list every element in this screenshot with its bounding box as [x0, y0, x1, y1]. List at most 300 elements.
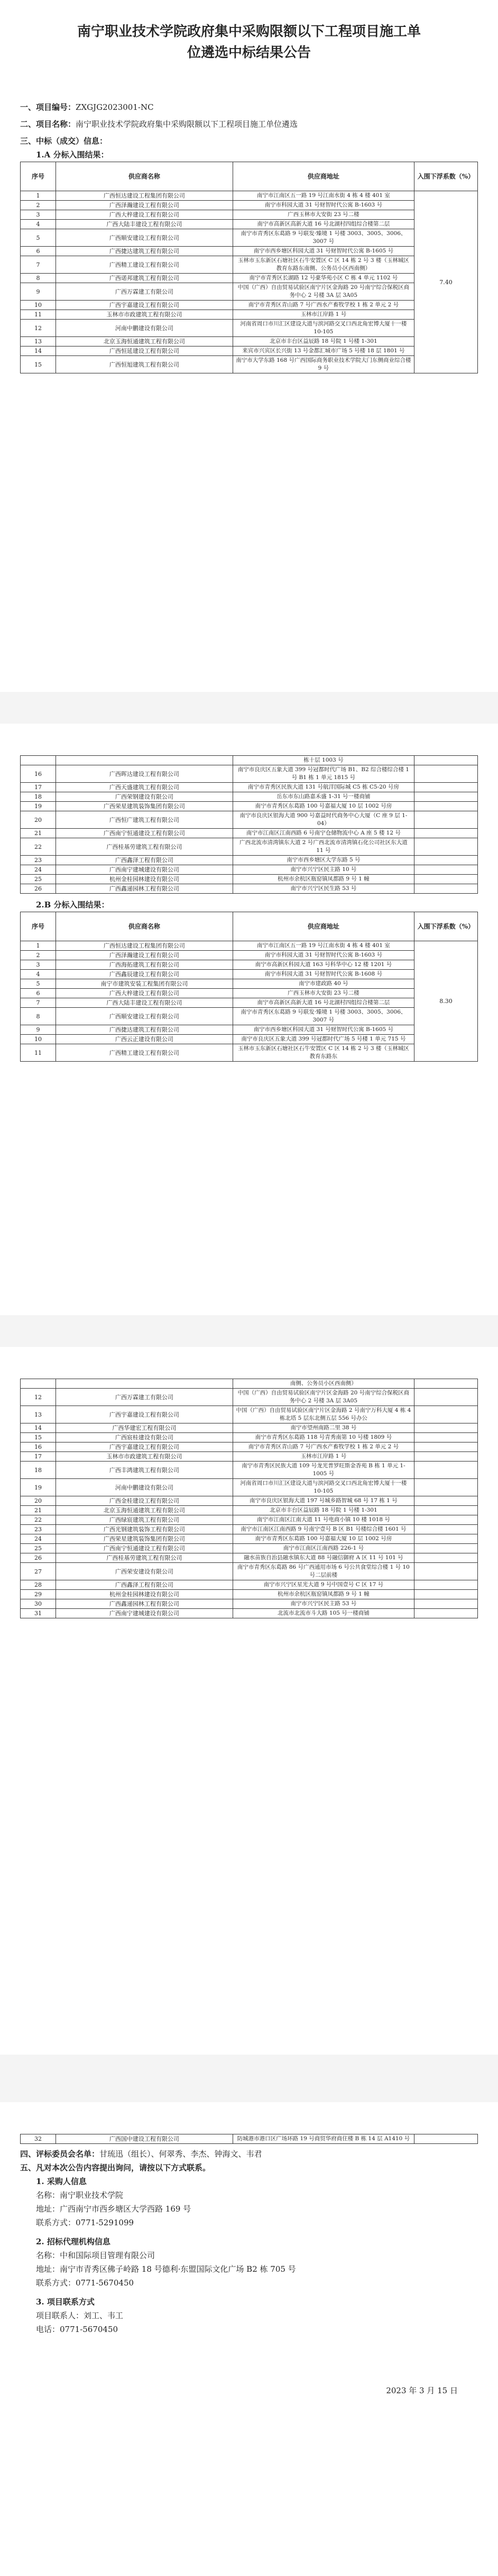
- row-rate-empty: [414, 1423, 477, 1433]
- table-row: [21, 220, 478, 229]
- col-addr: 供应商地址: [233, 912, 414, 941]
- row-supplier-addr: 南宁市良庆区银海大道 900 号嘉益时代商务中心大厦（C 座 9 层 1-04）: [233, 811, 414, 829]
- row-supplier-name: 广西恒达建设工程集团有限公司: [56, 191, 233, 201]
- row-rate-empty: [414, 865, 477, 875]
- row-supplier-name: 广西绿宸建筑工程有限公司: [56, 1515, 233, 1525]
- row-supplier-addr: 南宁市江南区五一路 19 号江南水街 4 栋 4 楼 401 室: [233, 191, 414, 201]
- row-rate: 7.40: [414, 191, 477, 373]
- row-no: 23: [21, 856, 56, 865]
- row-supplier-name: 广西宇嘉建设工程有限公司: [56, 1406, 233, 1423]
- row-no: 2: [21, 201, 56, 210]
- row-supplier-addr: 广西玉林市大安街 23 号二楼: [233, 989, 414, 998]
- table-row: [21, 941, 478, 951]
- row-no: 20: [21, 1496, 56, 1506]
- table-row: [21, 875, 478, 884]
- row-rate-empty: [414, 1580, 477, 1590]
- table-row: [21, 1525, 478, 1534]
- group-a-table-part2: [20, 755, 478, 894]
- row-rate-empty: [414, 792, 477, 802]
- page-3: [0, 1347, 498, 2055]
- row-supplier-name: 河南中鹏建设有限公司: [56, 1479, 233, 1496]
- row-supplier-addr: 南宁市兴宁区民主路 53 号: [233, 1599, 414, 1609]
- pm-tel: 0771-5670450: [60, 2325, 118, 2334]
- row-rate-empty: [414, 1506, 477, 1515]
- row-rate-empty: [414, 1389, 477, 1406]
- row-supplier-addr: 来宾市兴宾区长兴街 13 号金都汇城市广场 5 号楼 18 层 1801 号: [233, 346, 414, 356]
- row-supplier-addr: 南宁市青秀区青山路 7 号广西水产畜牧学校 1 栋 2 单元 2 号: [233, 301, 414, 310]
- row-supplier-addr: 中国（广西）自由贸易试验区南宁片区金海路 20 号南宁综合保税区商务中心 2 号楼 3A 层 3A05: [233, 283, 414, 301]
- row-supplier-name: 玉林市市政建筑工程有限公司: [56, 310, 233, 320]
- row-supplier-name: 南宁市建筑安装工程集团有限公司: [56, 979, 233, 989]
- row-no: 10: [21, 301, 56, 310]
- row-supplier-addr: 融水苗族自治县融水镇东大道 88 号融信御府 A 区 11 号 101 号: [233, 1553, 414, 1563]
- row-supplier-name: 广西诺邦建筑工程有限公司: [56, 274, 233, 283]
- row-no: 9: [21, 1025, 56, 1035]
- row-no: 14: [21, 1423, 56, 1433]
- table-row: [21, 838, 478, 856]
- row-supplier-addr: 南宁市江南区江南大道 11 号电商小镇 10 楼 1018 号: [233, 1515, 414, 1525]
- continued-addr: 栋十层 1003 号: [233, 756, 414, 765]
- row-no: 13: [21, 337, 56, 346]
- table-row: [21, 792, 478, 802]
- table-row: [21, 346, 478, 356]
- row-supplier-name: 广西华建宏工程有限公司: [56, 1423, 233, 1433]
- row-rate-empty: [414, 1479, 477, 1496]
- buyer-addr-label: 地址：: [36, 2204, 60, 2214]
- contact-label: 五、凡对本次公告内容提出询问，请按以下方式联系。: [20, 2163, 211, 2172]
- table-row: [21, 765, 478, 783]
- row-no: 8: [21, 274, 56, 283]
- row-supplier-name: 广西国中建设工程有限公司: [56, 2134, 233, 2144]
- buyer-tel: 0771-5291099: [76, 2218, 134, 2227]
- row-no: 3: [21, 960, 56, 970]
- row-supplier-addr: 南宁市兴宁区民生路 53 号: [233, 884, 414, 894]
- table-row: [21, 310, 478, 320]
- table-row: [21, 1025, 478, 1035]
- row-supplier-name: 广西桂基劳建筑工程有限公司: [56, 1553, 233, 1563]
- row-no: 29: [21, 1590, 56, 1599]
- table-row: [21, 2134, 478, 2144]
- row-supplier-addr: 北京市丰台区益辰路 18 号院 1 号楼 1-301: [233, 337, 414, 346]
- row-supplier-addr: 南宁市望州南路二里 38 号: [233, 1423, 414, 1433]
- row-supplier-name: 广西捷达建筑工程有限公司: [56, 247, 233, 256]
- row-supplier-addr: 河南省周口市川汇区建设大道与滨河路交叉口西北角宏博大厦十一楼 10-105: [233, 1479, 414, 1496]
- row-supplier-name: 广西丰鸿建筑工程有限公司: [56, 1462, 233, 1479]
- row-supplier-name: 广西南宁恒通建设工程有限公司: [56, 829, 233, 838]
- row-rate-empty: [414, 884, 477, 894]
- buyer-label: 1. 采购人信息: [36, 2177, 87, 2186]
- row-supplier-addr: 南宁市青秀区东葛路 86 号广西通用市场 6 号公共食堂综合楼 1 号 10 号二层前楼: [233, 1563, 414, 1580]
- row-rate-empty: [414, 838, 477, 856]
- col-rate: 入围下浮系数（%）: [414, 162, 477, 191]
- table-row: [21, 229, 478, 247]
- table-row: [21, 970, 478, 979]
- row-no: 18: [21, 792, 56, 802]
- row-rate-empty: [414, 1496, 477, 1506]
- table-row: [21, 811, 478, 829]
- col-rate: 入围下浮系数（%）: [414, 912, 477, 941]
- row-supplier-name: 广西海拓建筑工程有限公司: [56, 960, 233, 970]
- table-row: [21, 1423, 478, 1433]
- row-supplier-name: 广西顺安建设工程有限公司: [56, 1008, 233, 1025]
- row-supplier-name: 广西光钢建筑装饰工程有限公司: [56, 1525, 233, 1534]
- row-supplier-name: 广西大陆丰建设工程有限公司: [56, 998, 233, 1008]
- row-supplier-name: 广西鑫辰建设工程有限公司: [56, 970, 233, 979]
- row-supplier-addr: 南宁市高新区高新大道 16 号北湖村四组综合楼第二层: [233, 220, 414, 229]
- row-supplier-name: 广西鑫递园林工程有限公司: [56, 1599, 233, 1609]
- page-gap: [0, 2055, 498, 2102]
- row-supplier-addr: 南宁市良庆区银海大道 197 号城乡路智城 68 号 17 栋 1 号: [233, 1496, 414, 1506]
- row-supplier-addr: 南宁市高新区高新大道 16 号北湖村四组综合楼第二层: [233, 998, 414, 1008]
- row-supplier-addr: 南宁市西乡塘区大学东路 5 号: [233, 856, 414, 865]
- table-row: [21, 856, 478, 865]
- table-row: [21, 1442, 478, 1452]
- row-supplier-addr: 河南省周口市川汇区建设大道与滨河路交叉口西北角宏博大厦十一楼 10-105: [233, 320, 414, 337]
- row-supplier-name: 广西鑫泽工程有限公司: [56, 1580, 233, 1590]
- agent-addr-label: 地址：: [36, 2264, 60, 2274]
- result-label: 三、中标（成交）信息：: [20, 136, 108, 146]
- row-supplier-name: 广西云正建设有限公司: [56, 1035, 233, 1044]
- row-no: 25: [21, 875, 56, 884]
- row-no: 1: [21, 941, 56, 951]
- row-rate: 8.30: [414, 941, 477, 1062]
- row-supplier-name: 广西荣星建筑装饰集团有限公司: [56, 802, 233, 811]
- row-supplier-addr: 南宁市西乡塘区科园大道 31 号财智时代公寓 B-1605 号: [233, 1025, 414, 1035]
- row-supplier-name: 广西金桂建设工程有限公司: [56, 1496, 233, 1506]
- row-supplier-name: 广西万霖建工有限公司: [56, 1389, 233, 1406]
- row-supplier-addr: 玉林市玉东新区石塘社区石牛安置区 C 区 14 栋 2 号 3 楼（玉林城区教育东路东: [233, 1044, 414, 1062]
- row-supplier-name: 广西精工建设工程有限公司: [56, 1044, 233, 1062]
- row-supplier-name: 广西泽瀚建设工程有限公司: [56, 201, 233, 210]
- row-rate-empty: [414, 1406, 477, 1423]
- row-supplier-name: 广西大梓建设工程有限公司: [56, 210, 233, 220]
- page-2: [0, 724, 498, 1315]
- row-supplier-addr: 南宁市江南区江南西路 226-1 号: [233, 1544, 414, 1553]
- project-name: 南宁职业技术学院政府集中采购限额以下工程项目施工单位遴选: [76, 119, 298, 129]
- table-row: [21, 247, 478, 256]
- buyer-name: 南宁职业技术学院: [60, 2190, 124, 2200]
- row-supplier-addr: 北京市丰台区益辰路 18 号院 1 号楼 1-301: [233, 1506, 414, 1515]
- row-supplier-name: 广西晖达建设工程有限公司: [56, 765, 233, 783]
- row-supplier-name: 广西鑫泽工程有限公司: [56, 856, 233, 865]
- row-supplier-addr: 南宁市科园大道 31 号财智时代公寓 B-1608 号: [233, 970, 414, 979]
- row-rate-empty: [414, 1452, 477, 1462]
- row-no: 31: [21, 1609, 56, 1618]
- row-no: 9: [21, 283, 56, 301]
- row-supplier-addr: 南宁市青秀区东葛路 9 号联发·臻境 1 号楼 3003、3005、3006、3007 号: [233, 229, 414, 247]
- table-row: [21, 1506, 478, 1515]
- row-supplier-name: 广西捷达建筑工程有限公司: [56, 1025, 233, 1035]
- row-no: 25: [21, 1544, 56, 1553]
- row-supplier-addr: 南宁市科园大道 31 号财智时代公寓 B-1603 号: [233, 201, 414, 210]
- group-a-table-part1: [20, 162, 478, 373]
- table-row: [21, 1389, 478, 1406]
- row-rate-empty: [414, 1442, 477, 1452]
- row-supplier-name: 广西天盛建筑工程有限公司: [56, 783, 233, 792]
- row-supplier-name: 广西鑫递园林工程有限公司: [56, 884, 233, 894]
- table-row: [21, 320, 478, 337]
- row-no: 3: [21, 210, 56, 220]
- table-row: [21, 951, 478, 960]
- row-rate-empty: [414, 811, 477, 829]
- row-no: 15: [21, 1433, 56, 1442]
- row-supplier-addr: 南宁市良庆区五象大道 399 号冠都时代广场 B1、B2 综合楼综合楼 1 号 B1 栋 1 单元 1815 号: [233, 765, 414, 783]
- row-no: 6: [21, 247, 56, 256]
- row-no: 14: [21, 346, 56, 356]
- row-no: 6: [21, 989, 56, 998]
- row-supplier-addr: 南宁市青秀区民族大道 109 号龙光普罗旺斯金香苑 B 栋 1 单元 1-1005 号: [233, 1462, 414, 1479]
- row-no: 7: [21, 998, 56, 1008]
- table-row: [21, 256, 478, 274]
- row-no: 26: [21, 1553, 56, 1563]
- row-no: 21: [21, 829, 56, 838]
- row-supplier-addr: 广西北流市清湾镇东大道 2 号广西北流市清湾镇石化公司社区东大道 11 号: [233, 838, 414, 856]
- row-no: 24: [21, 1534, 56, 1544]
- pm-tel-label: 电话：: [36, 2325, 60, 2334]
- row-supplier-addr: 中国（广西）自由贸易试验区南宁片区金海路 2 号南宁万科大厦 4 栋 4 栋北塔 5 层东北侧五层 556 号办公: [233, 1406, 414, 1423]
- row-supplier-addr: 南宁市科园大道 31 号财智时代公寓 B-1603 号: [233, 951, 414, 960]
- row-supplier-addr: 南宁市高新区科园大道 163 号科华中心 12 楼 1201 号: [233, 960, 414, 970]
- agent-tel-label: 联系方式：: [36, 2278, 76, 2288]
- row-no: 20: [21, 811, 56, 829]
- table-row: [21, 884, 478, 894]
- row-rate-empty: [414, 1462, 477, 1479]
- row-supplier-name: 广西宸桂建设有限公司: [56, 1433, 233, 1442]
- table-row: [21, 1563, 478, 1580]
- row-no: 18: [21, 1462, 56, 1479]
- row-rate-empty: [414, 1553, 477, 1563]
- row-supplier-name: 广西宇嘉建设工程有限公司: [56, 1442, 233, 1452]
- buyer-name-label: 名称：: [36, 2190, 60, 2200]
- row-supplier-name: 广西顺安建设工程有限公司: [56, 229, 233, 247]
- agent-name-label: 名称：: [36, 2251, 60, 2260]
- page-4: [0, 2102, 498, 2576]
- table-row: [21, 960, 478, 970]
- row-no: 32: [21, 2134, 56, 2144]
- continued-addr: 南侧、公务员小区西南侧）: [233, 1379, 414, 1389]
- row-supplier-addr: 玉林市江岸路 1 号: [233, 1452, 414, 1462]
- table-row: [21, 865, 478, 875]
- row-supplier-addr: 南宁市西乡塘区科园大道 31 号财智时代公寓 B-1605 号: [233, 247, 414, 256]
- row-no: 23: [21, 1525, 56, 1534]
- row-rate-empty: [414, 2134, 477, 2144]
- row-no: 11: [21, 310, 56, 320]
- table-row: [21, 1035, 478, 1044]
- row-rate-empty: [414, 1609, 477, 1618]
- col-addr: 供应商地址: [233, 162, 414, 191]
- row-supplier-addr: 岳东市东山路嘉禾盛 1-31 号一楼商铺: [233, 792, 414, 802]
- table-row: [21, 829, 478, 838]
- row-rate-empty: [414, 1563, 477, 1580]
- table-row: [21, 191, 478, 201]
- row-supplier-name: 广西荣安建设有限公司: [56, 1563, 233, 1580]
- row-no: 4: [21, 220, 56, 229]
- row-no: 1: [21, 191, 56, 201]
- row-no: 10: [21, 1035, 56, 1044]
- row-no: 13: [21, 1406, 56, 1423]
- row-supplier-addr: 南宁市兴宁区星光大道 9 号中国壹号 C 区 17 号: [233, 1580, 414, 1590]
- col-no: 序号: [21, 162, 56, 191]
- table-row: [21, 1609, 478, 1618]
- page-gap: [0, 1315, 498, 1347]
- table-row: [21, 989, 478, 998]
- table-row: [21, 1452, 478, 1462]
- row-supplier-addr: 广西玉林市大安街 23 号二楼: [233, 210, 414, 220]
- row-supplier-addr: 南宁市兴宁区民主路 10 号: [233, 865, 414, 875]
- row-rate-empty: [414, 1525, 477, 1534]
- row-no: 19: [21, 1479, 56, 1496]
- row-supplier-addr: 北流市北流市斗大路 105 号一楼商铺: [233, 1609, 414, 1618]
- row-rate-empty: [414, 829, 477, 838]
- table-row: [21, 1544, 478, 1553]
- agent-name: 中和国际项目管理有限公司: [60, 2251, 155, 2260]
- row-supplier-addr: 杭州市余杭区瓶窑镇凤都路 9 号 1 幢: [233, 1590, 414, 1599]
- pm-label: 3. 项目联系方式: [36, 2297, 95, 2307]
- row-supplier-addr: 南宁市江南区江南西路 6 号南宁仓储物流中心 A 座 5 楼 12 号: [233, 829, 414, 838]
- row-supplier-name: 广西泽瀚建设工程有限公司: [56, 951, 233, 960]
- row-no: 22: [21, 1515, 56, 1525]
- project-no: ZXGJG2023001-NC: [76, 102, 154, 112]
- project-no-label: 一、项目编号：: [20, 102, 76, 112]
- row-supplier-addr: 中国（广西）自由贸易试验区南宁片区金海路 20 号南宁综合保税区商务中心 2 号楼 3A 层 3A05: [233, 1389, 414, 1406]
- table-row: [21, 1479, 478, 1496]
- row-supplier-name: 广西南宁恒通建设工程有限公司: [56, 1544, 233, 1553]
- row-supplier-name: 广西大梓建设工程有限公司: [56, 989, 233, 998]
- row-supplier-addr: 南宁市青秀区民族大道 131 号航洋国际城 C5 栋 C5-20 号房: [233, 783, 414, 792]
- row-no: 19: [21, 802, 56, 811]
- row-supplier-name: 广西恒广建筑工程有限公司: [56, 811, 233, 829]
- row-supplier-name: 广西宇嘉建设工程有限公司: [56, 301, 233, 310]
- row-supplier-addr: 南宁市江南区五一路 19 号江南水街 4 栋 4 楼 401 室: [233, 941, 414, 951]
- row-supplier-name: 广西万霖建工有限公司: [56, 283, 233, 301]
- group-b-table-part1: [20, 912, 478, 1062]
- buyer-addr: 广西南宁市西乡塘区大学西路 169 号: [60, 2204, 191, 2214]
- row-no: 4: [21, 970, 56, 979]
- row-supplier-name: 广西南宁建城建设有限公司: [56, 1609, 233, 1618]
- group-b-label: 2.B 分标入围结果：: [36, 900, 109, 910]
- row-rate-empty: [414, 1599, 477, 1609]
- table-row: [21, 1590, 478, 1599]
- row-supplier-addr: 玉林市江岸路 1 号: [233, 310, 414, 320]
- row-supplier-addr: 南宁市青秀区东葛路 9 号联发·臻境 1 号楼 3003、3005、3006、3007 号: [233, 1008, 414, 1025]
- row-no: 12: [21, 1389, 56, 1406]
- row-rate-empty: [414, 1515, 477, 1525]
- agent-tel: 0771-5670450: [76, 2278, 134, 2288]
- row-no: 17: [21, 783, 56, 792]
- row-rate-empty: [414, 1534, 477, 1544]
- group-b-table-part3: [20, 2134, 478, 2144]
- review-label: 四、评标委员会名单：: [20, 2149, 100, 2159]
- row-supplier-name: 广西恒延建设工程有限公司: [56, 346, 233, 356]
- row-supplier-addr: 南宁市青秀区东葛路 100 号嘉福大厦 10 层 1002 号房: [233, 1534, 414, 1544]
- row-no: 15: [21, 356, 56, 373]
- table-row: [21, 1580, 478, 1590]
- row-supplier-addr: 南宁市青秀区青山路 7 号广西水产畜牧学校 1 栋 2 单元 2 号: [233, 1442, 414, 1452]
- table-row: [21, 1534, 478, 1544]
- row-rate-empty: [414, 1590, 477, 1599]
- agent-addr: 南宁市青秀区佛子岭路 18 号德利·东盟国际文化广场 B2 栋 705 号: [60, 2264, 296, 2274]
- table-row: [21, 274, 478, 283]
- row-no: 11: [21, 1044, 56, 1062]
- row-no: 16: [21, 765, 56, 783]
- row-supplier-name: 广西荣星建筑装饰集团有限公司: [56, 1534, 233, 1544]
- row-supplier-name: 北京玉海恒通建筑工程有限公司: [56, 337, 233, 346]
- project-name-label: 二、项目名称：: [20, 119, 76, 129]
- row-no: 8: [21, 1008, 56, 1025]
- row-no: 27: [21, 1563, 56, 1580]
- group-b-table-part2: [20, 1379, 478, 1618]
- row-no: 26: [21, 884, 56, 894]
- row-rate-empty: [414, 1544, 477, 1553]
- col-name: 供应商名称: [56, 162, 233, 191]
- row-supplier-name: 广西南宁建城建设有限公司: [56, 865, 233, 875]
- row-supplier-name: 玉林市市政建筑工程有限公司: [56, 1452, 233, 1462]
- row-supplier-addr: 南宁市青秀区东葛路 100 号嘉福大厦 10 层 1002 号房: [233, 802, 414, 811]
- table-row: [21, 1406, 478, 1423]
- row-no: 16: [21, 1442, 56, 1452]
- row-supplier-name: 北京玉海恒通建筑工程有限公司: [56, 1506, 233, 1515]
- row-no: 28: [21, 1580, 56, 1590]
- announce-date: 2023 年 3 月 15 日: [386, 2386, 458, 2395]
- row-supplier-name: 广西大陆丰建设工程有限公司: [56, 220, 233, 229]
- table-row: [21, 283, 478, 301]
- row-supplier-name: 广西恒达建设工程集团有限公司: [56, 941, 233, 951]
- table-row: [21, 356, 478, 373]
- row-supplier-name: 杭州金桂园林建设有限公司: [56, 1590, 233, 1599]
- table-row: [21, 783, 478, 792]
- row-no: 2: [21, 951, 56, 960]
- page-gap: [0, 692, 498, 724]
- row-rate-empty: [414, 856, 477, 865]
- table-row: [21, 1008, 478, 1025]
- row-no: 5: [21, 229, 56, 247]
- row-supplier-name: 广西荣钢建设有限公司: [56, 792, 233, 802]
- pm-name-label: 项目联系人：: [36, 2311, 84, 2320]
- row-supplier-addr: 防城港市港口区广场环路 19 号商贸华府商住楼 B 栋 14 层 A1410 号: [233, 2134, 414, 2144]
- table-row: [21, 1433, 478, 1442]
- row-rate-empty: [414, 783, 477, 792]
- row-supplier-addr: 南宁市青秀区长湖路 12 号豪华苑小区 C 栋 4 单元 1102 号: [233, 274, 414, 283]
- row-no: 30: [21, 1599, 56, 1609]
- page-1: [0, 0, 498, 692]
- agent-label: 2. 招标代理机构信息: [36, 2237, 110, 2246]
- row-no: 5: [21, 979, 56, 989]
- table-row: [21, 1462, 478, 1479]
- row-no: 17: [21, 1452, 56, 1462]
- row-rate-empty: [414, 765, 477, 783]
- row-supplier-name: 广西精工建设工程有限公司: [56, 256, 233, 274]
- row-supplier-addr: 南宁市大学东路 168 号广西国际商务职业技术学院大门东侧商业综合楼 9 号: [233, 356, 414, 373]
- row-no: 22: [21, 838, 56, 856]
- table-row: [21, 1496, 478, 1506]
- table-row: [21, 1044, 478, 1062]
- table-row: [21, 1515, 478, 1525]
- table-row: [21, 1599, 478, 1609]
- row-supplier-addr: 南宁市建政路 40 号: [233, 979, 414, 989]
- row-supplier-addr: 玉林市玉东新区石塘社区石牛安置区 C 区 14 栋 2 号 3 楼（玉林城区教育东路东南侧、公务员小区西南侧）: [233, 256, 414, 274]
- table-row: [21, 998, 478, 1008]
- row-rate-empty: [414, 1433, 477, 1442]
- row-supplier-name: 广西恒旭建筑工程有限公司: [56, 356, 233, 373]
- col-no: 序号: [21, 912, 56, 941]
- row-supplier-addr: 南宁市良庆区五象大道 399 号冠都时代广场 5 号楼 1 单元 715 号: [233, 1035, 414, 1044]
- row-no: 7: [21, 256, 56, 274]
- table-row: [21, 1553, 478, 1563]
- row-supplier-name: 杭州金桂园林建设有限公司: [56, 875, 233, 884]
- col-name: 供应商名称: [56, 912, 233, 941]
- group-a-label: 1.A 分标入围结果：: [36, 150, 109, 160]
- page-title: 南宁职业技术学院政府集中采购限额以下工程项目施工单 位遴选中标结果公告: [77, 24, 421, 61]
